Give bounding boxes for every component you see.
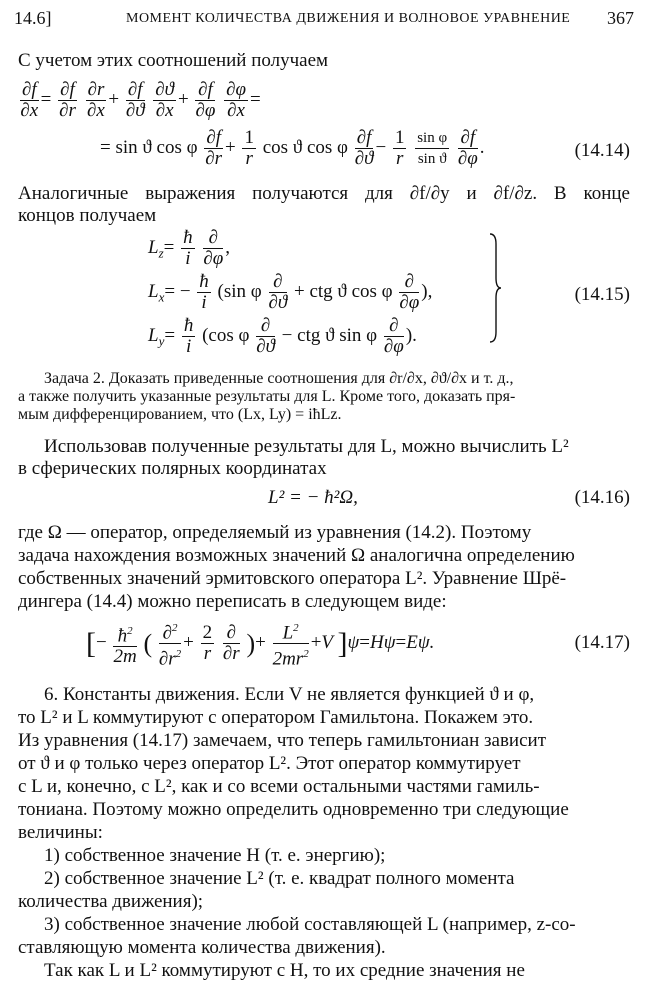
paragraph-intro: С учетом этих соотношений получаем — [18, 50, 329, 71]
running-header — [14, 8, 634, 34]
list-item-3-line2: ставляющую момента количества движения). — [18, 937, 386, 958]
equation-14-15-lx: $L_x=$ − $\frac{ħ}{i}$ (sin φ $\frac{\partial}{\partial ϑ}$ + ctg ϑ cos φ $\frac{\partial}{\partial\varphi}$ ), — [148, 271, 433, 313]
task-2-line2: а также получить указанные результаты для L. Кроме того, доказать пря- — [18, 388, 516, 405]
running-title: МОМЕНТ КОЛИЧЕСТВА ДВИЖЕНИЯ И ВОЛНОВОЕ УРАВНЕНИЕ — [126, 11, 571, 26]
page-number: 367 — [607, 8, 634, 28]
section-number: 14.6] — [14, 8, 52, 28]
paragraph-4-line2: задача нахождения возможных значений Ω аналогична определению — [18, 545, 575, 566]
task-2-line3: мым дифференцированием, что (Lx, Ly) = iħLz. — [18, 406, 342, 423]
equation-number-14-17: (14.17) — [574, 632, 630, 653]
equation-number-14-15: (14.15) — [574, 284, 630, 305]
paragraph-5-line6: тониана. Поэтому можно определить одновременно три следующие — [18, 799, 569, 820]
paragraph-5-line2: то L² и L коммутируют с оператором Гамильтона. Покажем это. — [18, 707, 534, 728]
list-item-2-line1: 2) собственное значение L² (т. е. квадрат полного момента — [44, 868, 515, 889]
equation-number-14-16: (14.16) — [574, 487, 630, 508]
paragraph-6-line1: Так как L и L² коммутируют с H, то их средние значения не — [44, 960, 525, 981]
right-brace-icon — [488, 232, 502, 344]
paragraph-2-line1: Аналогичные выражения получаются для ∂f/∂y и ∂f/∂z. В конце — [18, 183, 630, 204]
paragraph-4-line1: где Ω — оператор, определяемый из уравнения (14.2). Поэтому — [18, 522, 532, 543]
list-item-2-line2: количества движения); — [18, 891, 204, 912]
paragraph-5-line5: с L и, конечно, с L², как и со всеми остальными частями гамиль- — [18, 776, 540, 797]
equation-number-14-14: (14.14) — [574, 140, 630, 161]
paragraph-4-line4: дингера (14.4) можно переписать в следующем виде: — [18, 591, 447, 612]
list-item-3-line1: 3) собственное значение любой составляющей L (например, z-со- — [44, 914, 576, 935]
paragraph-3-line2: в сферических полярных координатах — [18, 458, 327, 479]
paragraph-4-line3: собственных значений эрмитовского оператора L². Уравнение Шрё- — [18, 568, 567, 589]
paragraph-5-line3: Из уравнения (14.17) замечаем, что теперь гамильтониан зависит — [18, 730, 547, 751]
equation-14-17: [− $\frac{ħ^2}{2m}$ ( $\frac{\partial^2}{\partial r^2}$ + $\frac{2}{r}$ $\frac{\partial}{\partial r}$ )+ $\frac{L^2}{2mr^2}$ +V ]ψ=Hψ=Eψ. — [86, 618, 434, 670]
equation-14-15-ly: $L_y=$ $\frac{ħ}{i}$ (cos φ $\frac{\partial}{\partial ϑ}$ − ctg ϑ sin φ $\frac{\partial}{\partial\varphi}$ ). — [148, 315, 417, 357]
paragraph-5-line4: от ϑ и φ только через оператор L². Этот оператор коммутирует — [18, 753, 521, 774]
paragraph-3-line1: Использовав полученные результаты для L, можно вычислить L² — [44, 436, 569, 457]
paragraph-2-line2: концов получаем — [18, 205, 157, 226]
equation-14-14-line2: = sin ϑ cos φ $\frac{\partial f}{\partial r}$ + $\frac{1}{r}$ cos ϑ cos φ $\frac{\partial f}{\partial ϑ}$ − $\frac{1}{r}$ $\frac{\text{sin φ}}{\text{sin ϑ}}$ $\frac{\partial f}{\partial\varphi}$ . — [100, 127, 485, 169]
task-2-line1: Задача 2. Доказать приведенные соотношения для ∂r/∂x, ∂ϑ/∂x и т. д., — [44, 370, 514, 387]
equation-14-16: L² = − ħ²Ω, — [268, 487, 358, 508]
equation-14-14-line1: $\frac{\partial f}{\partial x}$ = $\frac{\partial f}{\partial r}$ $\frac{\partial r}{\partial x}$ + $\frac{\partial f}{\partial ϑ}$ $\frac{\partial ϑ}{\partial x}$ + $\frac{\partial f}{\partial\varphi}$ $\frac{\partial\varphi}{\partial x}$ = — [20, 79, 261, 121]
list-item-1: 1) собственное значение H (т. е. энергию); — [44, 845, 386, 866]
paragraph-5-line7: величины: — [18, 822, 103, 843]
paragraph-5-line1: 6. Константы движения. Если V не является функцией ϑ и φ, — [44, 684, 535, 705]
equation-14-15-lz: $L_z=$ $\frac{ħ}{i}$ $\frac{\partial}{\partial\varphi}$ , — [148, 227, 231, 269]
